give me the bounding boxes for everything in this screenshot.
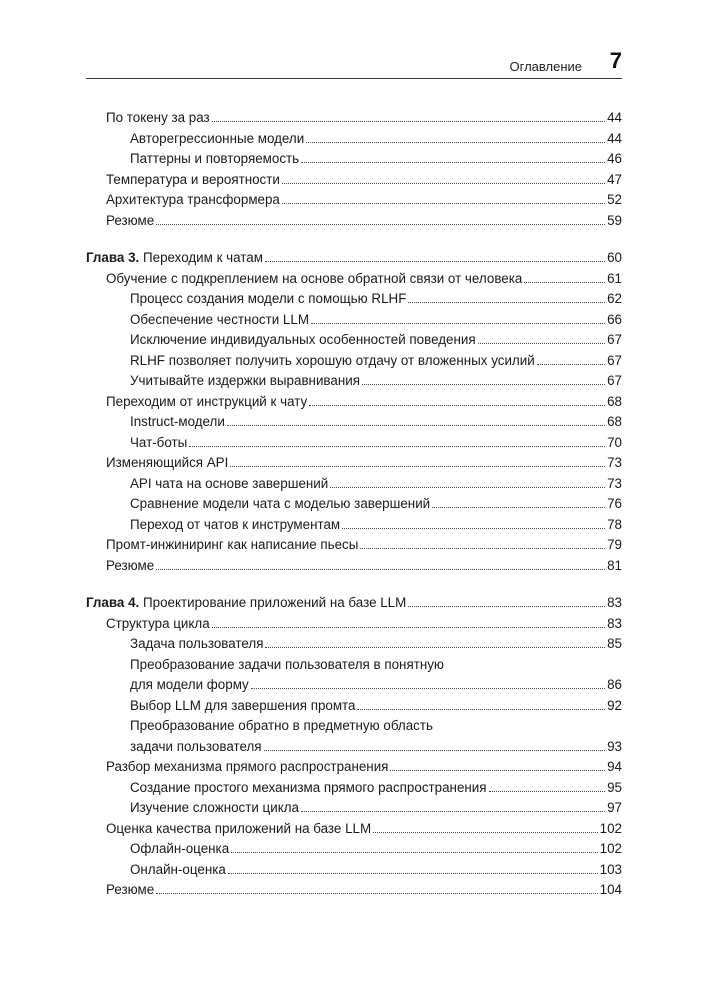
chapter-name: Переходим к чатам — [139, 250, 263, 265]
toc-entry-page: 44 — [607, 130, 622, 146]
toc-entry-title: Оценка качества приложений на базе LLM — [106, 820, 372, 836]
toc-entry — [86, 778, 622, 799]
dot-leader — [231, 852, 598, 853]
toc-entry-page: 79 — [607, 537, 622, 552]
dot-leader — [524, 282, 605, 283]
dot-leader — [189, 446, 605, 447]
toc-entry — [86, 211, 622, 232]
dot-leader — [301, 811, 605, 812]
dot-leader — [301, 162, 605, 163]
dot-leader — [282, 203, 605, 204]
dot-leader — [265, 647, 605, 648]
dot-leader — [357, 709, 605, 710]
dot-leader — [306, 142, 605, 143]
toc-entry-page: 73 — [607, 475, 622, 491]
toc-entry — [86, 880, 622, 901]
toc-entry-title: Изучение сложности цикла — [130, 800, 299, 815]
toc-entry-title: Резюме — [106, 212, 155, 228]
dot-leader — [362, 384, 605, 385]
dot-leader — [373, 832, 598, 833]
toc-group-chapter4 — [86, 593, 622, 901]
toc-entry — [86, 535, 622, 556]
toc-entry — [86, 655, 622, 696]
toc-entry-title-line1: Преобразование обратно в предметную область — [130, 718, 433, 733]
toc-entry-line2 — [130, 737, 622, 758]
toc-entry — [86, 149, 622, 170]
dot-leader — [251, 688, 605, 689]
dot-leader — [264, 750, 606, 751]
toc-entry — [86, 412, 622, 433]
toc-entry-page: 62 — [607, 291, 622, 306]
toc-entry-title: Резюме — [106, 557, 155, 573]
toc-entry-page: 59 — [607, 212, 622, 228]
toc-entry-title: Температура и вероятности — [106, 171, 280, 187]
toc-entry — [86, 556, 622, 577]
running-header — [86, 48, 622, 79]
toc-entry-page: 67 — [607, 352, 622, 368]
toc-entry — [86, 351, 622, 372]
toc-entry-title: Архитектура трансформера — [106, 192, 280, 207]
dot-leader — [390, 770, 605, 771]
dot-leader — [230, 466, 605, 467]
toc-entry-title: API чата на основе завершений — [130, 475, 329, 491]
toc-entry — [86, 494, 622, 515]
toc-entry-page: 76 — [607, 496, 622, 511]
toc-entry-title: Чат-боты — [130, 434, 188, 450]
toc-entry-title: RLHF позволяет получить хорошую отдачу от вложенных усилий — [130, 352, 535, 368]
toc-entry — [86, 310, 622, 331]
toc-entry — [86, 371, 622, 392]
toc-entry-title: Промт-инжиниринг как написание пьесы — [106, 537, 359, 552]
toc-entry-page: 102 — [599, 841, 622, 856]
toc-entry-page: 44 — [607, 110, 622, 125]
dot-leader — [212, 627, 605, 628]
toc-entry — [86, 108, 622, 129]
toc-entry-title: Паттерны и повторяемость — [130, 151, 300, 166]
toc-entry-page: 60 — [607, 250, 622, 265]
toc-entry — [86, 453, 622, 474]
toc-chapter-title — [86, 593, 406, 614]
toc-entry-title: Резюме — [106, 882, 155, 897]
toc-entry — [86, 170, 622, 191]
toc-entry — [86, 474, 622, 495]
toc-entry-title: Структура цикла — [106, 615, 210, 631]
toc-entry-page: 66 — [607, 311, 622, 327]
toc-entry-line2 — [130, 675, 622, 696]
toc-group-chapter2-tail — [86, 108, 622, 231]
toc-entry — [86, 757, 622, 778]
dot-leader — [156, 893, 597, 894]
toc-chapter-entry — [86, 593, 622, 614]
toc-entry-title: Исключение индивидуальных особенностей поведения — [130, 332, 476, 347]
toc-entry-title: Процесс создания модели с помощью RLHF — [130, 291, 407, 306]
toc-entry — [86, 515, 622, 536]
dot-leader — [227, 425, 605, 426]
toc-chapter-title — [86, 248, 263, 269]
page-number: 7 — [609, 48, 622, 73]
table-of-contents — [86, 108, 622, 918]
toc-entry-page: 47 — [607, 171, 622, 187]
toc-entry-page: 68 — [607, 393, 622, 409]
toc-entry-page: 83 — [607, 615, 622, 631]
toc-entry-title: Задача пользователя — [130, 636, 264, 651]
toc-entry — [86, 433, 622, 454]
dot-leader — [489, 791, 606, 792]
chapter-label: Глава 3. — [86, 250, 140, 265]
toc-entry-page: 103 — [599, 861, 622, 877]
dot-leader — [309, 405, 605, 406]
toc-entry-page: 104 — [599, 882, 622, 897]
toc-entry-title-line1: Преобразование задачи пользователя в понятную — [130, 656, 444, 672]
toc-entry-page: 81 — [607, 557, 622, 573]
toc-entry-page: 68 — [607, 414, 622, 429]
toc-entry-page: 94 — [607, 759, 622, 774]
toc-entry-title: Обеспечение честности LLM — [130, 311, 309, 327]
dot-leader — [537, 364, 605, 365]
toc-entry-title: Instruct-модели — [130, 414, 225, 429]
dot-leader — [342, 528, 605, 529]
toc-entry-title: По токену за раз — [106, 110, 210, 125]
toc-entry-title: Создание простого механизма прямого распространения — [130, 779, 487, 795]
toc-entry-page: 97 — [607, 800, 622, 815]
dot-leader — [156, 224, 605, 225]
toc-entry-page: 85 — [607, 636, 622, 651]
toc-entry — [86, 190, 622, 211]
dot-leader — [408, 606, 605, 607]
toc-entry-page: 46 — [607, 151, 622, 166]
toc-entry — [86, 330, 622, 351]
toc-entry-title: Разбор механизма прямого распространения — [106, 759, 389, 774]
dot-leader — [282, 183, 605, 184]
toc-entry-title: Переходим от инструкций к чату — [106, 393, 308, 409]
toc-entry — [86, 798, 622, 819]
chapter-label: Глава 4. — [86, 595, 140, 610]
toc-entry-page: 92 — [607, 697, 622, 713]
toc-entry-title-line2: для модели форму — [130, 677, 249, 692]
toc-entry — [86, 289, 622, 310]
toc-entry-page: 102 — [599, 820, 622, 836]
toc-entry-page: 52 — [607, 192, 622, 207]
toc-entry — [86, 614, 622, 635]
dot-leader — [265, 261, 605, 262]
toc-entry-title: Изменяющийся API — [106, 455, 229, 470]
toc-entry — [86, 696, 622, 717]
dot-leader — [311, 323, 605, 324]
dot-leader — [212, 121, 605, 122]
toc-entry-page: 61 — [607, 270, 622, 286]
toc-entry — [86, 819, 622, 840]
toc-entry-page: 78 — [607, 516, 622, 532]
toc-entry — [86, 634, 622, 655]
toc-entry — [86, 716, 622, 757]
toc-entry — [86, 860, 622, 881]
toc-entry-title: Выбор LLM для завершения промта — [130, 697, 356, 713]
dot-leader — [478, 343, 605, 344]
toc-entry-title: Офлайн-оценка — [130, 841, 230, 856]
toc-entry-title: Авторегрессионные модели — [130, 130, 305, 146]
toc-entry-title: Обучение с подкреплением на основе обратной связи от человека — [106, 270, 523, 286]
toc-entry-page: 86 — [607, 677, 622, 692]
dot-leader — [360, 548, 605, 549]
dot-leader — [330, 487, 605, 488]
toc-chapter-entry — [86, 248, 622, 269]
toc-entry-title-line2: задачи пользователя — [130, 738, 262, 754]
toc-entry-page: 83 — [607, 595, 622, 610]
toc-entry-page: 67 — [607, 332, 622, 347]
header-title: Оглавление — [509, 59, 582, 74]
dot-leader — [432, 507, 605, 508]
toc-entry — [86, 392, 622, 413]
toc-entry-page: 95 — [607, 779, 622, 795]
dot-leader — [228, 873, 598, 874]
toc-entry — [86, 129, 622, 150]
toc-entry-page: 73 — [607, 455, 622, 470]
toc-entry-title: Переход от чатов к инструментам — [130, 516, 341, 532]
chapter-name: Проектирование приложений на базе LLM — [139, 595, 407, 610]
toc-entry — [86, 269, 622, 290]
toc-entry-title: Онлайн-оценка — [130, 861, 226, 877]
toc-entry — [86, 839, 622, 860]
toc-group-chapter3 — [86, 248, 622, 576]
toc-entry-title: Учитывайте издержки выравнивания — [130, 373, 360, 388]
dot-leader — [408, 302, 605, 303]
toc-entry-page: 70 — [607, 434, 622, 450]
toc-entry-page: 67 — [607, 373, 622, 388]
toc-entry-title: Сравнение модели чата с моделью завершений — [130, 496, 431, 511]
dot-leader — [156, 569, 605, 570]
toc-entry-page: 93 — [607, 738, 622, 754]
